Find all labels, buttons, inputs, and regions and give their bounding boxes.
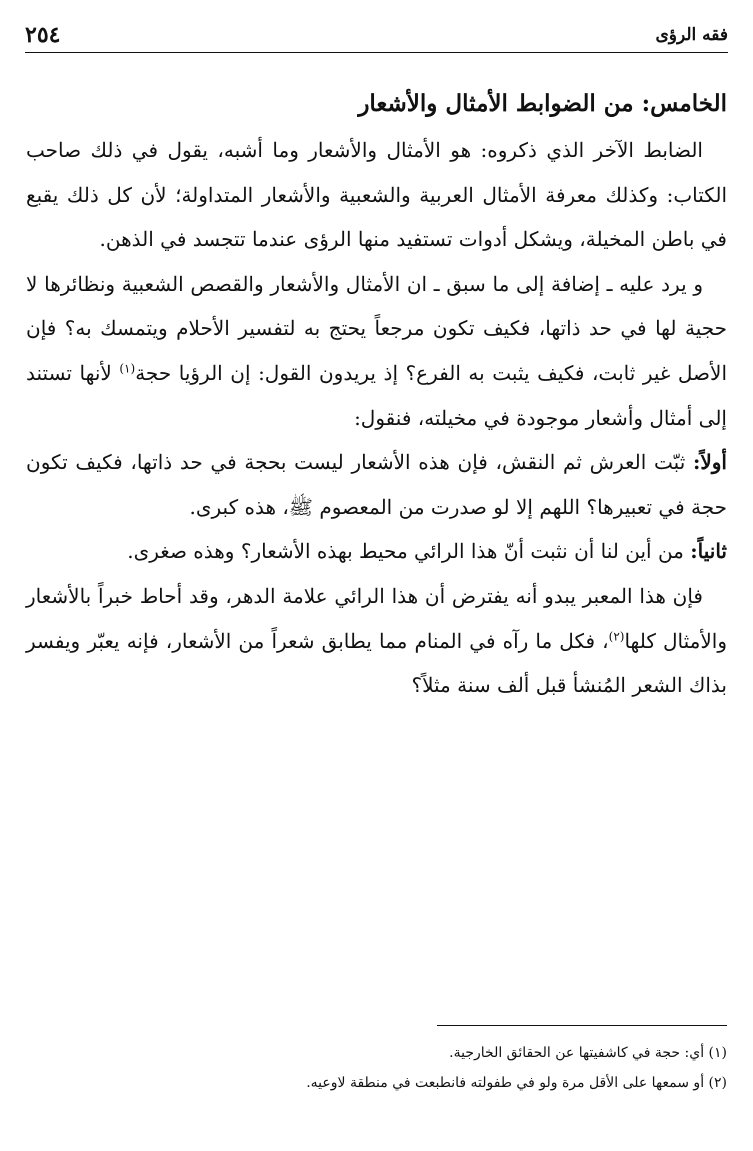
point-1-lead: أولاً: — [692, 450, 727, 475]
footnote-divider — [437, 1025, 727, 1026]
paragraph-2-text-a: و يرد عليه ـ إضافة إلى ما سبق ـ ان الأمثال والأشعار والقصص الشعبية ونظائرها لا حجية لها في حد ذاتها، فكيف تكون مرجعاً يحتج به لتفسير الأحلام ويتمسك به؟ فإن الأصل غير ثابت، فكيف يثبت به الفرع؟ إذ يريدون القول: إن الرؤيا حجة — [26, 271, 728, 385]
page-number: ٢٥٤ — [25, 22, 61, 48]
running-title: فقه الرؤى — [655, 25, 728, 45]
point-2-text: من أين لنا أن نثبت أنّ هذا الرائي محيط بهذه الأشعار؟ وهذه صغرى. — [127, 539, 691, 564]
paragraph-2 — [26, 262, 727, 440]
footnote-1: (١) أي: حجة في كاشفيتها عن الحقائق الخارجية. — [449, 1045, 727, 1061]
paragraph-2-text-b: لأنها تستند إلى أمثال وأشعار موجودة في مخيلته، فنقول: — [26, 360, 727, 430]
point-2 — [26, 529, 727, 574]
footnote-2: (٢) أو سمعها على الأقل مرة ولو في طفولته فانطبعت في منطقة لاوعيه. — [306, 1075, 727, 1091]
page-header — [25, 18, 728, 53]
paragraph-1: الضابط الآخر الذي ذكروه: هو الأمثال والأشعار وما أشبه، يقول في ذلك صاحب الكتاب: وكذلك معرفة الأمثال العربية والشعبية والأشعار المتداولة؛ لأن كل ذلك يقبع في باطن المخيلة، ويشكل أدوات تستفيد منها الرؤى عندما تتجسد في الذهن. — [26, 138, 727, 252]
footnotes — [26, 1038, 727, 1098]
paragraph-3 — [26, 574, 727, 708]
point-1-text: ثبّت العرش ثم النقش، فإن هذه الأشعار ليست بحجة في حد ذاتها، فكيف تكون حجة في تعبيرها؟ اللهم إلا لو صدرت من المعصوم ﷺ، هذه كبرى. — [26, 450, 727, 519]
footnote-ref-2[interactable]: (٢) — [608, 628, 625, 643]
footnote-ref-1[interactable]: (١) — [119, 361, 136, 376]
section-heading: الخامس: من الضوابط الأمثال والأشعار — [358, 90, 727, 117]
paragraph-3-text-a: فإن هذا المعبر يبدو أنه يفترض أن هذا الرائي علامة الدهر، وقد أحاط خبراً بالأشعار والأمثال كلها — [26, 583, 728, 653]
paragraph-3-text-b: ، فكل ما رآه في المنام مما يطابق شعراً من الأشعار، فإنه يعبّر ويفسر بذاك الشعر المُنشأ قبل ألف سنة مثلاً؟ — [26, 628, 727, 698]
point-1 — [26, 440, 727, 529]
body-text — [26, 82, 727, 708]
point-2-lead: ثانياً: — [690, 539, 727, 564]
